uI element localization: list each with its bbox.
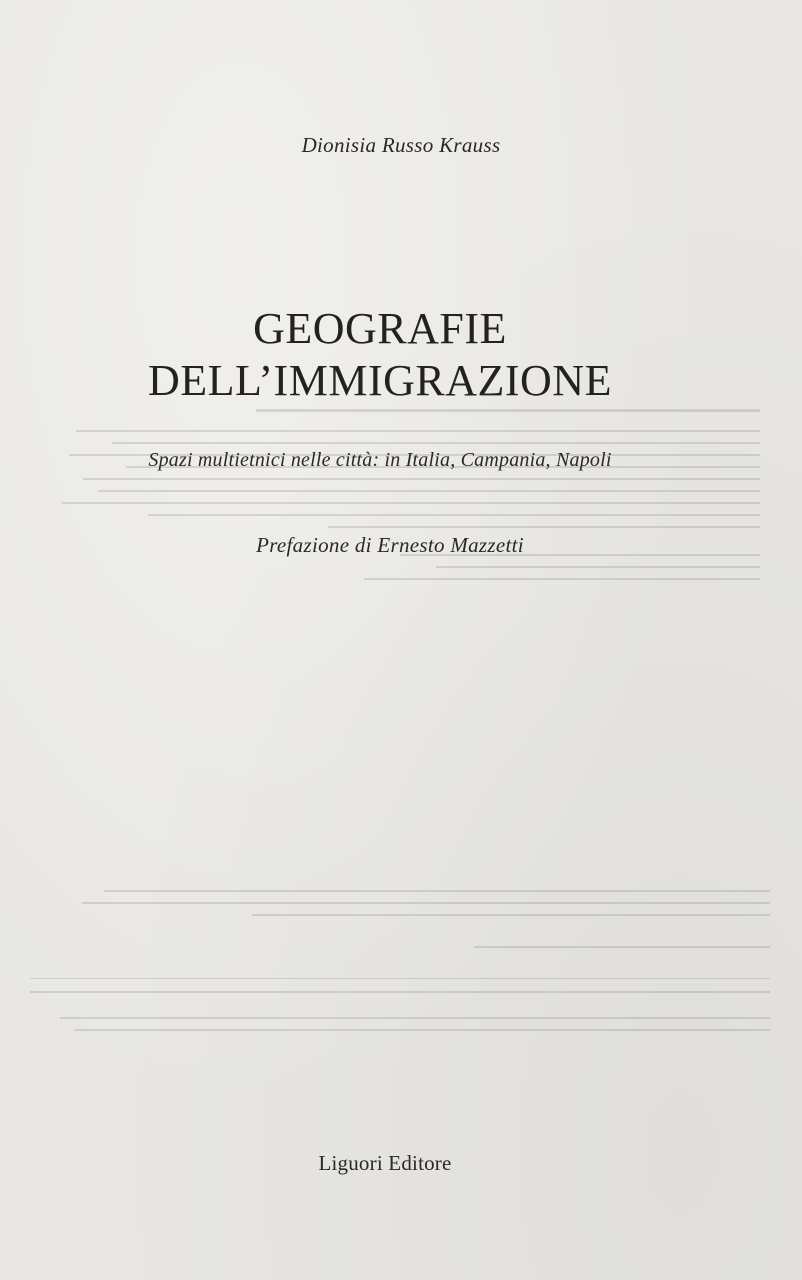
show-through-shadow-lower (30, 880, 770, 1080)
book-title-line-1: GEOGRAFIE (253, 304, 507, 353)
book-title (0, 303, 760, 407)
author-name: Dionisia Russo Krauss (301, 133, 501, 157)
book-subtitle: Spazi multietnici nelle città: in Italia, Campania, Napoli (148, 449, 612, 471)
book-title-line-2: DELL’IMMIGRAZIONE (148, 356, 612, 405)
publisher-name: Liguori Editore (318, 1151, 452, 1175)
preface-credit: Prefazione di Ernesto Mazzetti (256, 533, 524, 557)
